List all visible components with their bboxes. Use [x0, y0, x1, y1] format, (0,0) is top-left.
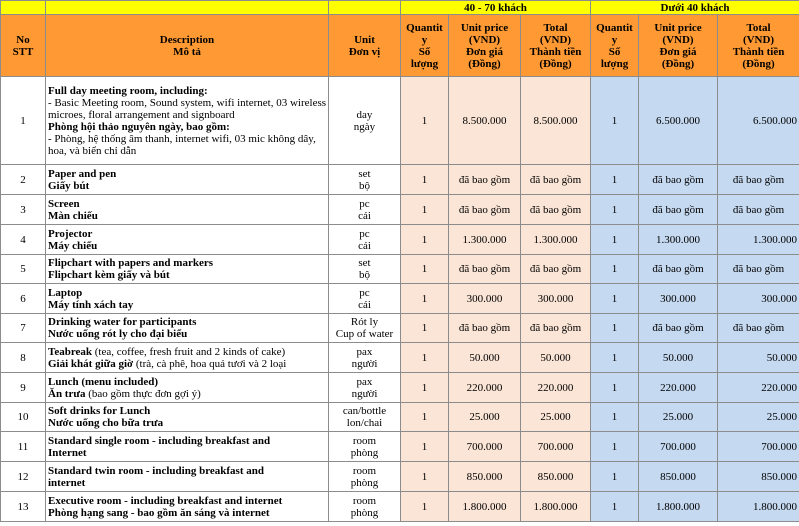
- cell-qty-b: 1: [591, 432, 639, 462]
- cell-qty-a: 1: [401, 403, 449, 432]
- cell-total-b: đã bao gồm: [718, 165, 799, 195]
- cell-price-b: đã bao gồm: [639, 314, 718, 343]
- cell-qty-a: 1: [401, 77, 449, 165]
- table-row: [1, 314, 799, 343]
- cell-qty-a: 1: [401, 255, 449, 284]
- cell-total-a: 850.000: [521, 462, 591, 492]
- cell-no: 2: [1, 165, 46, 195]
- cell-price-b: 25.000: [639, 403, 718, 432]
- header-blank-cell: [46, 1, 329, 15]
- cell-price-a: 1.800.000: [449, 492, 521, 522]
- cell-qty-a: 1: [401, 225, 449, 255]
- cell-unit: can/bottle lon/chai: [329, 403, 401, 432]
- cell-total-b: 6.500.000: [718, 77, 799, 165]
- cell-price-b: đã bao gồm: [639, 195, 718, 225]
- cell-qty-b: 1: [591, 225, 639, 255]
- cell-qty-a: 1: [401, 195, 449, 225]
- table-row: [1, 284, 799, 314]
- cell-total-b: 1.800.000: [718, 492, 799, 522]
- cell-price-a: đã bao gồm: [449, 255, 521, 284]
- cell-total-b: 1.300.000: [718, 225, 799, 255]
- cell-qty-a: 1: [401, 284, 449, 314]
- cell-qty-b: 1: [591, 343, 639, 373]
- cell-unit: pc cái: [329, 225, 401, 255]
- cell-qty-a: 1: [401, 432, 449, 462]
- cell-qty-b: 1: [591, 492, 639, 522]
- cell-price-b: 1.300.000: [639, 225, 718, 255]
- cell-description: Standard single room - including breakfast and Internet: [46, 432, 329, 462]
- cell-price-a: đã bao gồm: [449, 165, 521, 195]
- cell-total-b: 25.000: [718, 403, 799, 432]
- cell-price-a: đã bao gồm: [449, 195, 521, 225]
- cell-unit: pax người: [329, 373, 401, 403]
- header-unit: Unit Đơn vị: [329, 15, 401, 77]
- header-blank-cell: [1, 1, 46, 15]
- cell-description: Lunch (menu included) Ăn trưa (bao gồm thực đơn gợi ý): [46, 373, 329, 403]
- cell-total-b: 850.000: [718, 462, 799, 492]
- cell-total-a: 1.800.000: [521, 492, 591, 522]
- cell-total-a: 300.000: [521, 284, 591, 314]
- cell-no: 5: [1, 255, 46, 284]
- group-header-under-40: Dưới 40 khách: [591, 1, 799, 15]
- cell-total-a: 8.500.000: [521, 77, 591, 165]
- header-unit-price-b: Unit price (VND) Đơn giá (Đồng): [639, 15, 718, 77]
- cell-price-a: 50.000: [449, 343, 521, 373]
- table-row: [1, 165, 799, 195]
- cell-description: Laptop Máy tính xách tay: [46, 284, 329, 314]
- cell-total-a: 220.000: [521, 373, 591, 403]
- cell-qty-a: 1: [401, 343, 449, 373]
- header-blank-cell: [329, 1, 401, 15]
- cell-unit: day ngày: [329, 77, 401, 165]
- cell-price-b: 6.500.000: [639, 77, 718, 165]
- cell-unit: pc cái: [329, 195, 401, 225]
- cell-price-b: 300.000: [639, 284, 718, 314]
- cell-unit: room phòng: [329, 432, 401, 462]
- cell-unit: Rót ly Cup of water: [329, 314, 401, 343]
- cell-price-b: 1.800.000: [639, 492, 718, 522]
- cell-price-b: 50.000: [639, 343, 718, 373]
- cell-no: 11: [1, 432, 46, 462]
- cell-total-b: 700.000: [718, 432, 799, 462]
- cell-qty-b: 1: [591, 314, 639, 343]
- cell-description: Full day meeting room, including: - Basic Meeting room, Sound system, wifi internet, 03 wireless microes, floral arrangement and signboard Phòng hội thảo nguyên ngày, bao gồm: - Phòng, hệ thống âm thanh, internet wifi, 03 mic không dây, hoa, và biển chỉ dẫn: [46, 77, 329, 165]
- cell-qty-b: 1: [591, 77, 639, 165]
- cell-no: 3: [1, 195, 46, 225]
- cell-price-a: 700.000: [449, 432, 521, 462]
- cell-description: Soft drinks for Lunch Nước uống cho bữa trưa: [46, 403, 329, 432]
- group-header-40-70: 40 - 70 khách: [401, 1, 591, 15]
- cell-total-a: 50.000: [521, 343, 591, 373]
- cell-price-b: đã bao gồm: [639, 165, 718, 195]
- table-row: [1, 255, 799, 284]
- table-row: [1, 432, 799, 462]
- cell-total-b: 220.000: [718, 373, 799, 403]
- cell-no: 4: [1, 225, 46, 255]
- cell-description: Screen Màn chiếu: [46, 195, 329, 225]
- cell-no: 10: [1, 403, 46, 432]
- cell-no: 13: [1, 492, 46, 522]
- cell-unit: room phòng: [329, 462, 401, 492]
- cell-total-a: đã bao gồm: [521, 314, 591, 343]
- cell-description: Drinking water for participants Nước uống rót ly cho đại biểu: [46, 314, 329, 343]
- cell-description: Projector Máy chiếu: [46, 225, 329, 255]
- header-unit-price-a: Unit price (VND) Đơn giá (Đồng): [449, 15, 521, 77]
- cell-unit: pc cái: [329, 284, 401, 314]
- cell-unit: set bộ: [329, 165, 401, 195]
- cell-price-b: 700.000: [639, 432, 718, 462]
- cell-qty-a: 1: [401, 373, 449, 403]
- cell-total-a: đã bao gồm: [521, 195, 591, 225]
- cell-qty-a: 1: [401, 462, 449, 492]
- cell-description: Paper and pen Giấy bút: [46, 165, 329, 195]
- header-stt: No STT: [1, 15, 46, 77]
- header-total-b: Total (VND) Thành tiền (Đồng): [718, 15, 799, 77]
- header-quantity-a: Quantit y Số lượng: [401, 15, 449, 77]
- table-row: [1, 225, 799, 255]
- cell-qty-a: 1: [401, 165, 449, 195]
- cell-unit: set bộ: [329, 255, 401, 284]
- cell-price-a: 220.000: [449, 373, 521, 403]
- cell-price-a: 8.500.000: [449, 77, 521, 165]
- cell-price-a: 850.000: [449, 462, 521, 492]
- cell-qty-a: 1: [401, 314, 449, 343]
- cell-total-a: 25.000: [521, 403, 591, 432]
- cell-no: 7: [1, 314, 46, 343]
- cell-qty-b: 1: [591, 284, 639, 314]
- cell-qty-b: 1: [591, 255, 639, 284]
- table-row: [1, 403, 799, 432]
- table-row: [1, 462, 799, 492]
- table-row: [1, 492, 799, 522]
- cell-total-b: đã bao gồm: [718, 314, 799, 343]
- cell-description: Standard twin room - including breakfast and internet: [46, 462, 329, 492]
- cell-unit: pax người: [329, 343, 401, 373]
- cell-description: Teabreak (tea, coffee, fresh fruit and 2 kinds of cake) Giải khát giữa giờ (trà, cà phê, hoa quả tươi và 2 loại: [46, 343, 329, 373]
- cell-qty-b: 1: [591, 165, 639, 195]
- cell-price-a: 25.000: [449, 403, 521, 432]
- cell-total-a: đã bao gồm: [521, 255, 591, 284]
- table-row: [1, 77, 799, 165]
- cell-no: 6: [1, 284, 46, 314]
- cell-no: 9: [1, 373, 46, 403]
- cell-total-a: đã bao gồm: [521, 165, 591, 195]
- cell-total-b: 300.000: [718, 284, 799, 314]
- cell-no: 1: [1, 77, 46, 165]
- cell-description: Flipchart with papers and markers Flipchart kèm giấy và bút: [46, 255, 329, 284]
- cell-price-b: 220.000: [639, 373, 718, 403]
- cell-total-a: 700.000: [521, 432, 591, 462]
- header-description: Description Mô tả: [46, 15, 329, 77]
- cell-price-a: 300.000: [449, 284, 521, 314]
- cell-description: Executive room - including breakfast and internet Phòng hạng sang - bao gồm ăn sáng và internet: [46, 492, 329, 522]
- table-row: [1, 195, 799, 225]
- header-quantity-b: Quantit y Số lượng: [591, 15, 639, 77]
- table-row: [1, 343, 799, 373]
- cell-no: 12: [1, 462, 46, 492]
- table-row: [1, 373, 799, 403]
- cell-total-b: 50.000: [718, 343, 799, 373]
- cell-unit: room phòng: [329, 492, 401, 522]
- cell-no: 8: [1, 343, 46, 373]
- cell-total-b: đã bao gồm: [718, 195, 799, 225]
- cell-qty-b: 1: [591, 462, 639, 492]
- cell-qty-b: 1: [591, 195, 639, 225]
- cell-qty-a: 1: [401, 492, 449, 522]
- header-total-a: Total (VND) Thành tiền (Đồng): [521, 15, 591, 77]
- cell-total-a: 1.300.000: [521, 225, 591, 255]
- cell-price-a: 1.300.000: [449, 225, 521, 255]
- cell-qty-b: 1: [591, 373, 639, 403]
- cell-price-b: đã bao gồm: [639, 255, 718, 284]
- cell-total-b: đã bao gồm: [718, 255, 799, 284]
- cell-price-b: 850.000: [639, 462, 718, 492]
- cell-price-a: đã bao gồm: [449, 314, 521, 343]
- cell-qty-b: 1: [591, 403, 639, 432]
